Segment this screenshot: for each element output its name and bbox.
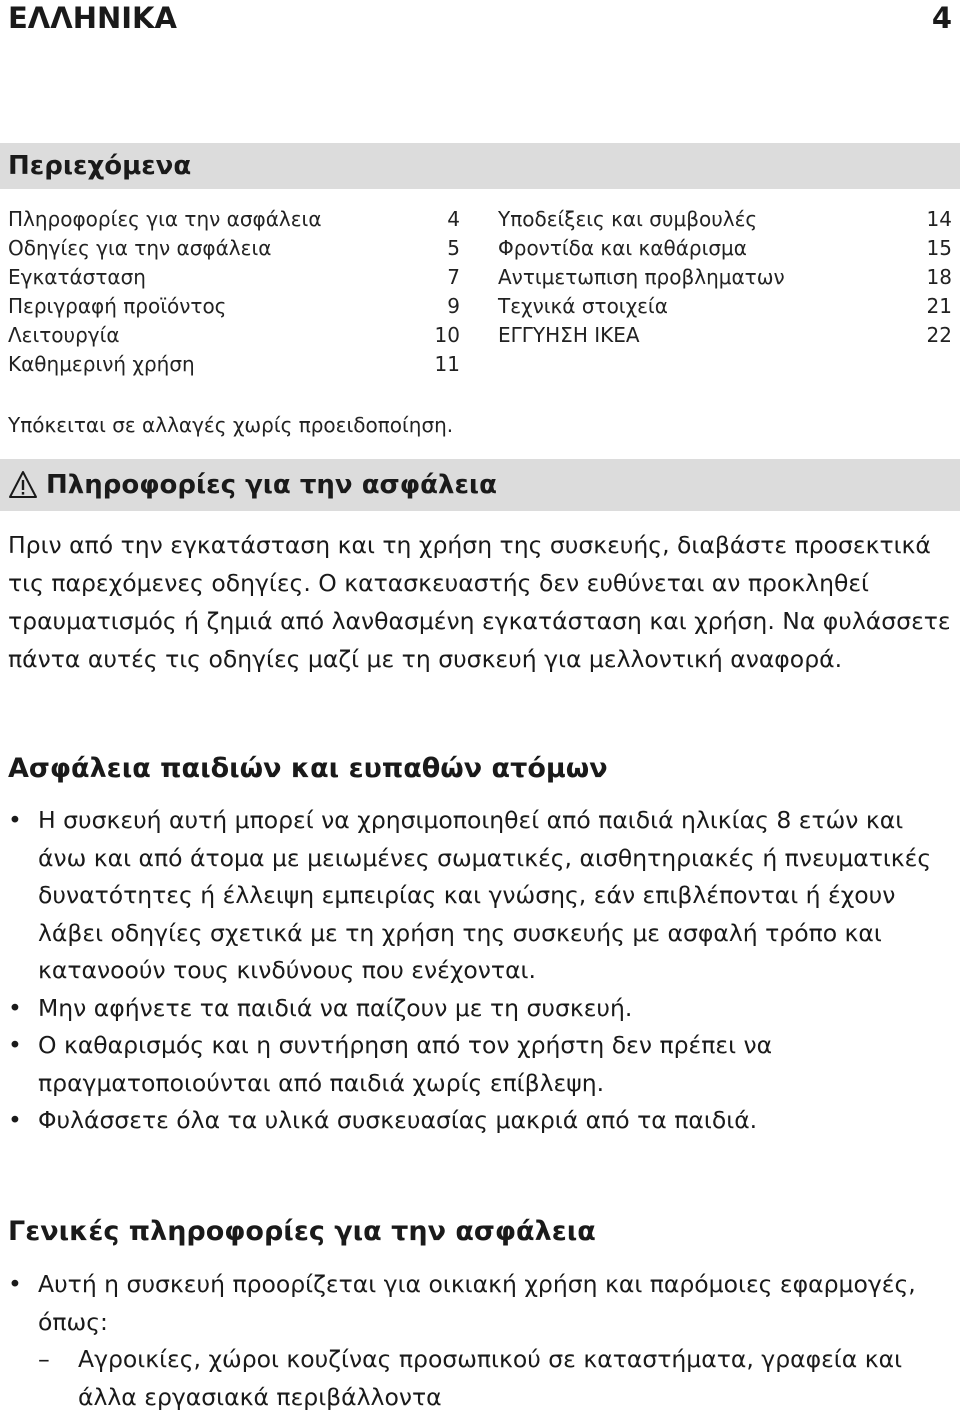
toc-entry-label: Τεχνικά στοιχεία	[498, 294, 668, 318]
page-number: 4	[931, 1, 952, 35]
list-item	[8, 1027, 953, 1102]
language-label: ΕΛΛΗΝΙΚΑ	[8, 1, 177, 35]
page-header	[8, 0, 952, 36]
toc-entry-page: 21	[926, 294, 952, 318]
toc-entry[interactable]	[8, 350, 460, 379]
general-safety-heading: Γενικές πληροφορίες για την ασφάλεια	[8, 1216, 596, 1247]
dash-mark: –	[38, 1345, 50, 1373]
toc-entry[interactable]	[8, 263, 460, 292]
toc-entry-page: 22	[926, 323, 952, 347]
toc-entry-label: Πληροφορίες για την ασφάλεια	[8, 207, 322, 231]
toc-entry-label: Καθημερινή χρήση	[8, 352, 195, 376]
toc-entry-label: Περιγραφή προϊόντος	[8, 294, 227, 318]
list-item	[8, 1102, 953, 1140]
toc-entry-page: 10	[434, 323, 460, 347]
toc-entry-label: Λειτουργία	[8, 323, 120, 347]
toc-entry-page: 5	[447, 236, 460, 260]
toc-title: Περιεχόμενα	[8, 151, 192, 181]
toc-entry-page: 14	[926, 207, 952, 231]
bullet-mark: •	[8, 1270, 22, 1298]
toc-entry[interactable]	[498, 205, 952, 234]
warning-triangle-icon	[8, 470, 38, 500]
toc-left-column	[8, 205, 460, 379]
toc-entry-page: 11	[434, 352, 460, 376]
list-item-text: Η συσκευή αυτή μπορεί να χρησιμοποιηθεί από παιδιά ηλικίας 8 ετών και άνω και από άτομα με μειωμένες σωματικές, αισθητηριακές ή πνευματικές δυνατότητες ή έλλειψη εμπειρίας και γνώσης, εάν επιβλέπονται ή έχουν λάβει οδηγίες σχετικά με τη χρήση της συσκευής με ασφαλή τρόπο και κατανοούν τους κινδύνους που ενέχονται.	[38, 806, 932, 984]
toc-section-bar	[0, 143, 960, 189]
list-item-text: Φυλάσσετε όλα τα υλικά συσκευασίας μακριά από τα παιδιά.	[38, 1106, 758, 1134]
toc-entry-page: 4	[447, 207, 460, 231]
list-item	[8, 802, 953, 990]
list-item	[8, 1266, 953, 1341]
toc-entry-label: Εγκατάσταση	[8, 265, 146, 289]
toc-entry-label: Φροντίδα και καθάρισμα	[498, 236, 747, 260]
list-item-text: Μην αφήνετε τα παιδιά να παίζουν με τη συσκευή.	[38, 993, 633, 1022]
toc-entry[interactable]	[498, 321, 952, 350]
bullet-mark: •	[8, 993, 22, 1022]
list-item-text: Ο καθαρισμός και η συντήρηση από τον χρήστη δεν πρέπει να πραγματοποιούνται από παιδιά χωρίς επίβλεψη.	[38, 1031, 773, 1097]
bullet-mark: •	[8, 1031, 22, 1059]
toc-entry[interactable]	[8, 234, 460, 263]
toc-entry-label: Υποδείξεις και συμβουλές	[498, 207, 758, 231]
toc-entry-page: 9	[447, 294, 460, 318]
toc-entry-label: Αντιμετωπιση προβληματων	[498, 265, 785, 289]
toc-entry[interactable]	[8, 292, 460, 321]
toc-entry[interactable]	[498, 292, 952, 321]
toc-entry[interactable]	[8, 321, 460, 350]
toc-right-column	[498, 205, 952, 350]
bullet-mark: •	[8, 806, 22, 834]
toc-entry[interactable]	[498, 263, 952, 292]
sub-list-item	[8, 1341, 953, 1416]
toc-entry-page: 18	[926, 265, 952, 289]
sub-list-item-text: Αγροικίες, χώροι κουζίνας προσωπικού σε καταστήματα, γραφεία και άλλα εργασιακά περιβάλλοντα	[78, 1345, 903, 1411]
change-notice: Υπόκειται σε αλλαγές χωρίς προειδοποίηση.	[8, 413, 454, 437]
toc-entry[interactable]	[498, 234, 952, 263]
toc-entry-label: ΕΓΓΥΗΣΗ IKEA	[498, 323, 640, 347]
list-item	[8, 990, 953, 1028]
list-item-text: Αυτή η συσκευή προορίζεται για οικιακή χρήση και παρόμοιες εφαρμογές, όπως:	[38, 1270, 916, 1336]
toc-entry[interactable]	[8, 205, 460, 234]
children-safety-heading: Ασφάλεια παιδιών και ευπαθών ατόμων	[8, 753, 608, 784]
bullet-mark: •	[8, 1106, 22, 1134]
toc-entry-page: 7	[447, 265, 460, 289]
safety-intro-paragraph: Πριν από την εγκατάσταση και τη χρήση της συσκευής, διαβάστε προσεκτικά τις παρεχόμενες οδηγίες. Ο κατασκευαστής δεν ευθύνεται αν προκληθεί τραυματισμός ή ζημιά από λανθασμένη εγκατάσταση και χρήση. Να φυλάσσετε πάντα αυτές τις οδηγίες μαζί με τη συσκευή για μελλοντική αναφορά.	[8, 531, 951, 673]
toc-entry-label: Οδηγίες για την ασφάλεια	[8, 236, 272, 260]
safety-title: Πληροφορίες για την ασφάλεια	[46, 470, 497, 500]
children-safety-list	[8, 802, 953, 1140]
toc-entry-page: 15	[926, 236, 952, 260]
safety-section-bar	[0, 459, 960, 511]
general-safety-list	[8, 1266, 953, 1416]
